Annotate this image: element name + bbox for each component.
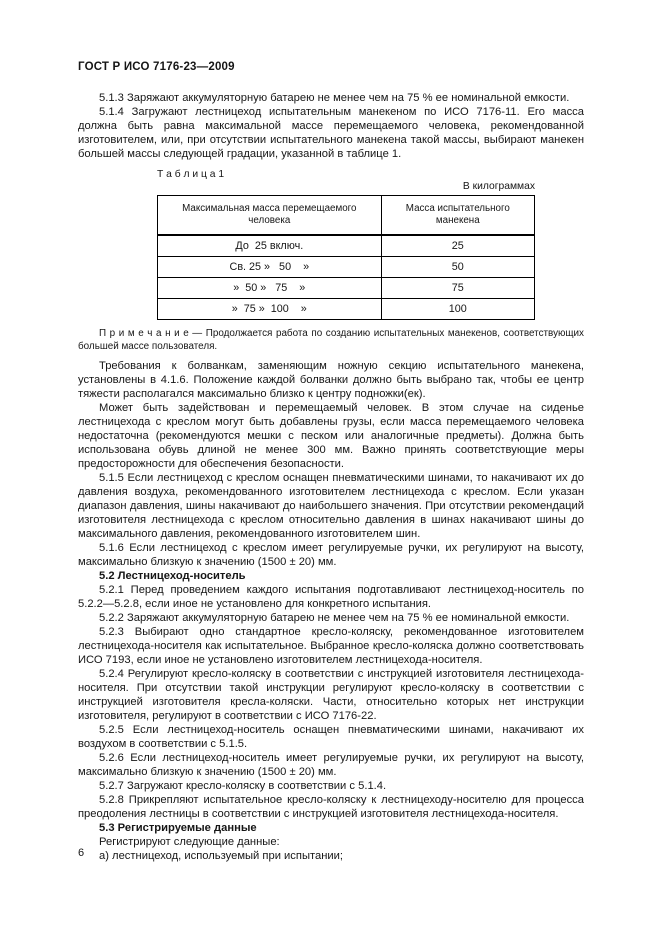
heading-5-3: 5.3 Регистрируемые данные <box>99 822 257 834</box>
paragraph-register-data: Регистрируют следующие данные: <box>99 836 280 848</box>
dummy-mass-cell: 25 <box>381 235 534 257</box>
paragraph-5-2-6: 5.2.6 Если лестницеход-носитель имеет регулируемые ручки, их регулируют на высоту, максимально близкую к значению (1500 ± 20) мм. <box>78 752 584 778</box>
mass-range-cell: До 25 включ. <box>158 235 382 257</box>
table-note: П р и м е ч а н и е — Продолжается работа по созданию испытательных манекенов, соответствующих большей массе пользователя. <box>78 328 584 352</box>
paragraph-5-1-4: 5.1.4 Загружают лестницеход испытательным манекеном по ИСО 7176-11. Его масса должна быть равна максимальной массе перемещаемого человека, рекомендованной изготовителем, или, при отсутствии испытательного манекена такой массы, выбирают манекен большей массы следующей градации, указанной в таблице 1. <box>78 106 584 160</box>
paragraph-5-1-6: 5.1.6 Если лестницеход с креслом имеет регулируемые ручки, их регулируют на высоту, максимально близкую к значению (1500 ± 20) мм. <box>78 542 584 568</box>
page-content <box>78 61 584 863</box>
table-row <box>158 278 535 299</box>
paragraph-5-2-2: 5.2.2 Заряжают аккумуляторную батарею не менее чем на 75 % ее номинальной емкости. <box>99 612 570 624</box>
paragraph-bolvanki: Требования к болванкам, заменяющим ножную секцию испытательного манекена, установлены в 4.1.6. Положение каждой болванки должно быть выбрано так, чтобы ее центр тяжести располагался максимально близко к центру подножки(ек). <box>78 360 584 400</box>
paragraph-5-2-5: 5.2.5 Если лестницеход-носитель оснащен пневматическими шинами, накачивают их воздухом в соответствии с 5.1.5. <box>78 724 584 750</box>
dummy-mass-cell: 50 <box>381 257 534 278</box>
dummy-mass-cell: 100 <box>381 299 534 320</box>
paragraph-5-2-8: 5.2.8 Прикрепляют испытательное кресло-коляску к лестницеходу-носителю для процесса преодоления лестницы в соответствии с инструкцией изготовителя лестницехода-носителя. <box>78 794 584 820</box>
paragraph-5-2-4: 5.2.4 Регулируют кресло-коляску в соответствии с инструкцией изготовителя лестницехода-носителя. При отсутствии такой инструкции регулируют кресло-коляску в соответствии с инструкцией изготовителя кресла-коляски. Части, относительно которых нет инструкции изготовителя, регулируют в соответствии с ИСО 7176-22. <box>78 668 584 722</box>
table-row <box>158 299 535 320</box>
paragraph-chelovek: Может быть задействован и перемещаемый человек. В этом случае на сиденье лестницехода с креслом могут быть добавлены грузы, если масса перемещаемого человека недостаточна (рекомендуются мешки с песком или аналогичные предметы). Должна быть использована обувь длиной не менее 300 мм. Важно принять соответствующие меры предосторожности для обеспечения безопасности. <box>78 402 584 470</box>
mass-range-cell: » 75 » 100 » <box>158 299 382 320</box>
mass-range-cell: » 50 » 75 » <box>158 278 382 299</box>
col-header-max-mass: Максимальная масса перемещаемого человека <box>158 196 382 236</box>
col-header-dummy-mass: Масса испытательного манекена <box>381 196 534 236</box>
paragraph-5-2-7: 5.2.7 Загружают кресло-коляску в соответствии с 5.1.4. <box>99 780 387 792</box>
table-row <box>158 257 535 278</box>
mass-table <box>157 195 535 320</box>
table-row <box>158 235 535 257</box>
table-caption: Т а б л и ц а 1 <box>157 169 225 180</box>
document-header: ГОСТ Р ИСО 7176-23—2009 <box>78 61 235 73</box>
table-unit-label: В килограммах <box>462 181 535 192</box>
paragraph-item-a: а) лестницеход, используемый при испытании; <box>99 850 343 862</box>
heading-5-2: 5.2 Лестницеход-носитель <box>99 570 246 582</box>
paragraph-5-1-5: 5.1.5 Если лестницеход с креслом оснащен пневматическими шинами, то накачивают их до давления воздуха, рекомендованного изготовителем лестницехода с креслом. Если указан диапазон давления, шины накачивают до наибольшего значения. При отсутствии рекомендаций изготовителя лестницехода с креслом относительно давления в шинах накачивают шины до максимального давления, рекомендованного изготовителем шин. <box>78 472 584 540</box>
table-block <box>157 169 535 320</box>
table-header-row <box>158 196 535 236</box>
paragraph-5-2-1: 5.2.1 Перед проведением каждого испытания подготавливают лестницеход-носитель по 5.2.2—5.2.8, если иное не установлено для конкретного испытания. <box>78 584 584 610</box>
dummy-mass-cell: 75 <box>381 278 534 299</box>
paragraph-5-1-3: 5.1.3 Заряжают аккумуляторную батарею не менее чем на 75 % ее номинальной емкости. <box>99 92 570 104</box>
page-number: 6 <box>78 847 85 859</box>
paragraph-5-2-3: 5.2.3 Выбирают одно стандартное кресло-коляску, рекомендованное изготовителем лестницехода-носителя как испытательное. Выбранное кресло-коляска должно соответствовать ИСО 7193, если иное не установлено изготовителем лестницехода-носителя. <box>78 626 584 666</box>
mass-range-cell: Св. 25 » 50 » <box>158 257 382 278</box>
